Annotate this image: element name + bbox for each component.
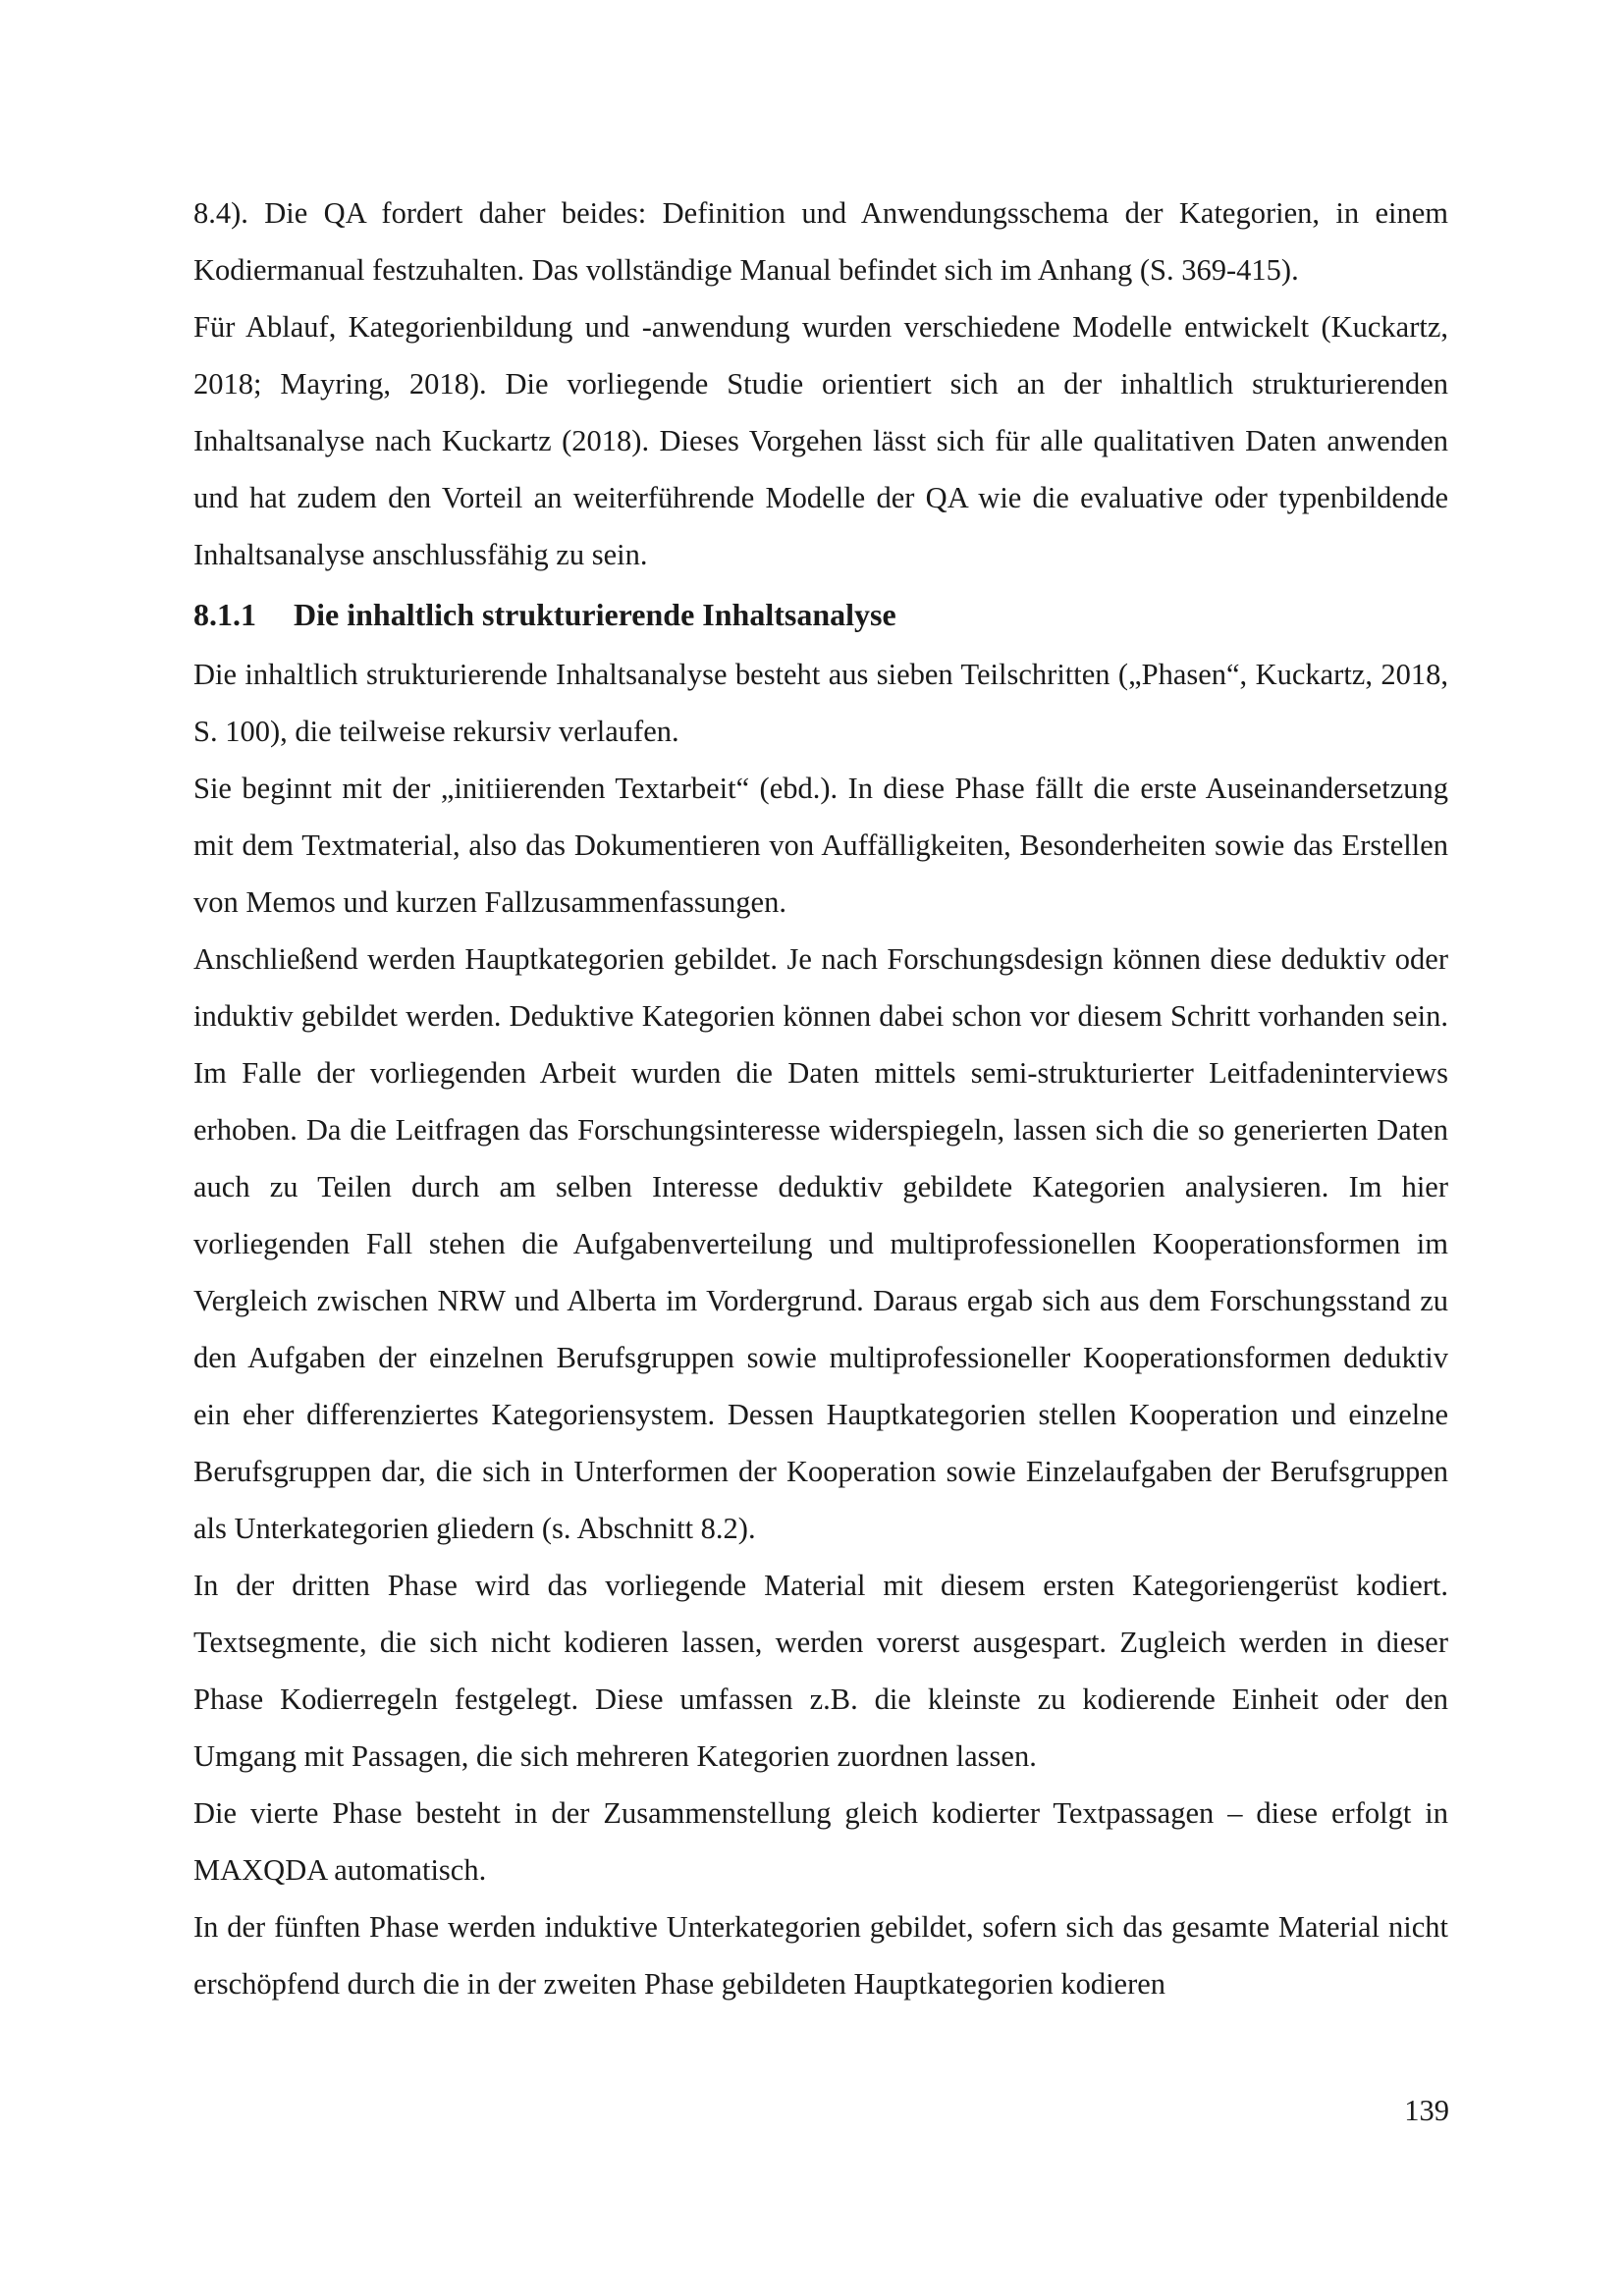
section-heading (193, 583, 1448, 646)
page-body (193, 185, 1448, 2012)
section-title: Die inhaltlich strukturierende Inhaltsanalyse (294, 597, 896, 632)
paragraph-4: Sie beginnt mit der „initiierenden Textarbeit“ (ebd.). In diese Phase fällt die erste Auseinandersetzung mit dem Textmaterial, also das Dokumentieren von Auffälligkeiten, Besonderheiten sowie das Erstellen von Memos und kurzen Fallzusammenfassungen. (193, 772, 1448, 919)
paragraph-6: In der dritten Phase wird das vorliegende Material mit diesem ersten Kategoriengerüst kodiert. Textsegmente, die sich nicht kodieren lassen, werden vorerst ausgespart. Zugleich werden in dieser Phase Kodierregeln festgelegt. Diese umfassen z.B. die kleinste zu kodierende Einheit oder den Umgang mit Passagen, die sich mehreren Kategorien zuordnen lassen. (193, 1569, 1448, 1773)
paragraph-3: Die inhaltlich strukturierende Inhaltsanalyse besteht aus sieben Teilschritten („Phasen“, Kuckartz, 2018, S. 100), die teilweise rekursiv verlaufen. (193, 658, 1448, 748)
paragraph-7: Die vierte Phase besteht in der Zusammenstellung gleich kodierter Textpassagen – diese erfolgt in MAXQDA automatisch. (193, 1796, 1448, 1887)
section-number: 8.1.1 (193, 597, 256, 632)
paragraph-2: Für Ablauf, Kategorienbildung und -anwendung wurden verschiedene Modelle entwickelt (Kuckartz, 2018; Mayring, 2018). Die vorliegende Studie orientiert sich an der inhaltlich strukturierenden Inhaltsanalyse nach Kuckartz (2018). Dieses Vorgehen lässt sich für alle qualitativen Daten anwenden und hat zudem den Vorteil an weiterführende Modelle der QA wie die evaluative oder typenbildende Inhaltsanalyse anschlussfähig zu sein. (193, 310, 1448, 571)
page-number: 139 (1404, 2094, 1449, 2127)
paragraph-1: 8.4). Die QA fordert daher beides: Definition und Anwendungsschema der Kategorien, in einem Kodiermanual festzuhalten. Das vollständige Manual befindet sich im Anhang (S. 369-415). (193, 196, 1448, 287)
paragraph-5: Anschließend werden Hauptkategorien gebildet. Je nach Forschungsdesign können diese deduktiv oder induktiv gebildet werden. Deduktive Kategorien können dabei schon vor diesem Schritt vorhanden sein. Im Falle der vorliegenden Arbeit wurden die Daten mittels semi-strukturierter Leitfadeninterviews erhoben. Da die Leitfragen das Forschungsinteresse widerspiegeln, lassen sich die so generierten Daten auch zu Teilen durch am selben Interesse deduktiv gebildete Kategorien analysieren. Im hier vorliegenden Fall stehen die Aufgabenverteilung und multiprofessionellen Kooperationsformen im Vergleich zwischen NRW und Alberta im Vordergrund. Daraus ergab sich aus dem Forschungsstand zu den Aufgaben der einzelnen Berufsgruppen sowie multiprofessioneller Kooperationsformen deduktiv ein eher differenziertes Kategoriensystem. Dessen Hauptkategorien stellen Kooperation und einzelne Berufsgruppen dar, die sich in Unterformen der Kooperation sowie Einzelaufgaben der Berufsgruppen als Unterkategorien gliedern (s. Abschnitt 8.2). (193, 942, 1448, 1545)
paragraph-8: In der fünften Phase werden induktive Unterkategorien gebildet, sofern sich das gesamte Material nicht erschöpfend durch die in der zweiten Phase gebildeten Hauptkategorien kodieren (193, 1910, 1448, 2001)
